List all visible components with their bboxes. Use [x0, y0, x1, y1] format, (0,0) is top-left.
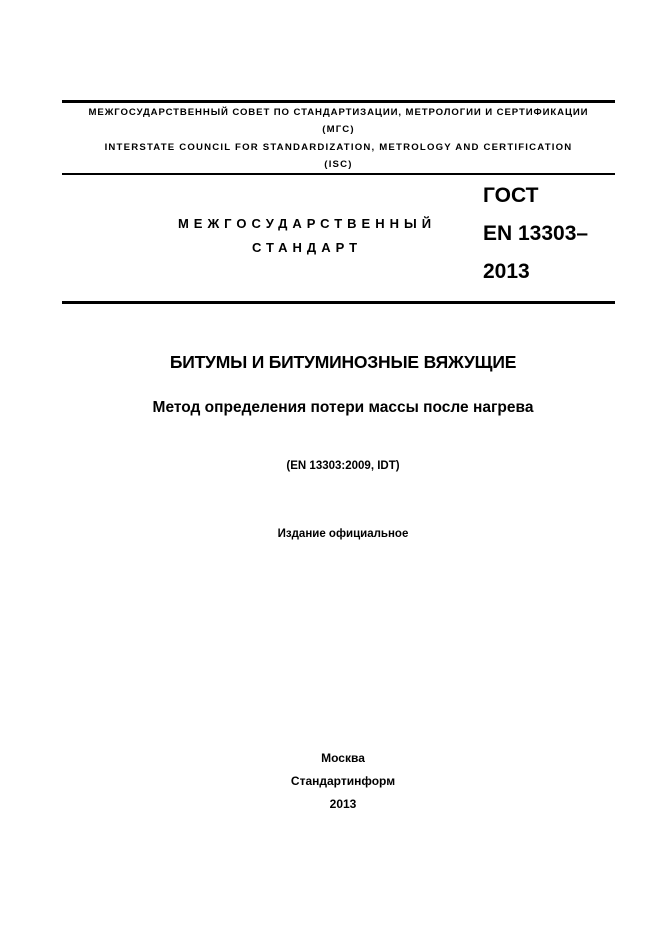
imprint-city: Москва — [321, 751, 365, 765]
standard-kind-line2: СТАНДАРТ — [251, 240, 363, 255]
top-rule — [62, 100, 615, 103]
council-name-ru: МЕЖГОСУДАРСТВЕННЫЙ СОВЕТ ПО СТАНДАРТИЗАЦИИ, МЕТРОЛОГИИ И СЕРТИФИКАЦИИ — [88, 107, 589, 118]
imprint-year: 2013 — [329, 797, 357, 811]
reference-standard: (EN 13303:2009, IDT) — [286, 460, 400, 472]
bottom-rule — [62, 301, 615, 304]
middle-rule — [62, 173, 615, 175]
edition-label: Издание официальное — [277, 528, 409, 540]
standard-kind-line1: МЕЖГОСУДАРСТВЕННЫЙ — [177, 216, 437, 231]
gost-designation-line3: 2013 — [483, 260, 530, 283]
council-abbr-en: (ISC) — [324, 159, 353, 170]
document-title: БИТУМЫ И БИТУМИНОЗНЫЕ ВЯЖУЩИЕ — [169, 352, 517, 372]
imprint-publisher: Стандартинформ — [290, 774, 396, 788]
gost-designation-line2: EN 13303– — [483, 222, 589, 245]
council-name-en: INTERSTATE COUNCIL FOR STANDARDIZATION, METROLOGY AND CERTIFICATION — [104, 142, 573, 153]
gost-designation-line1: ГОСТ — [483, 184, 539, 207]
document-subtitle: Метод определения потери массы после нагрева — [152, 399, 534, 416]
council-abbr-ru: (МГС) — [322, 124, 355, 135]
